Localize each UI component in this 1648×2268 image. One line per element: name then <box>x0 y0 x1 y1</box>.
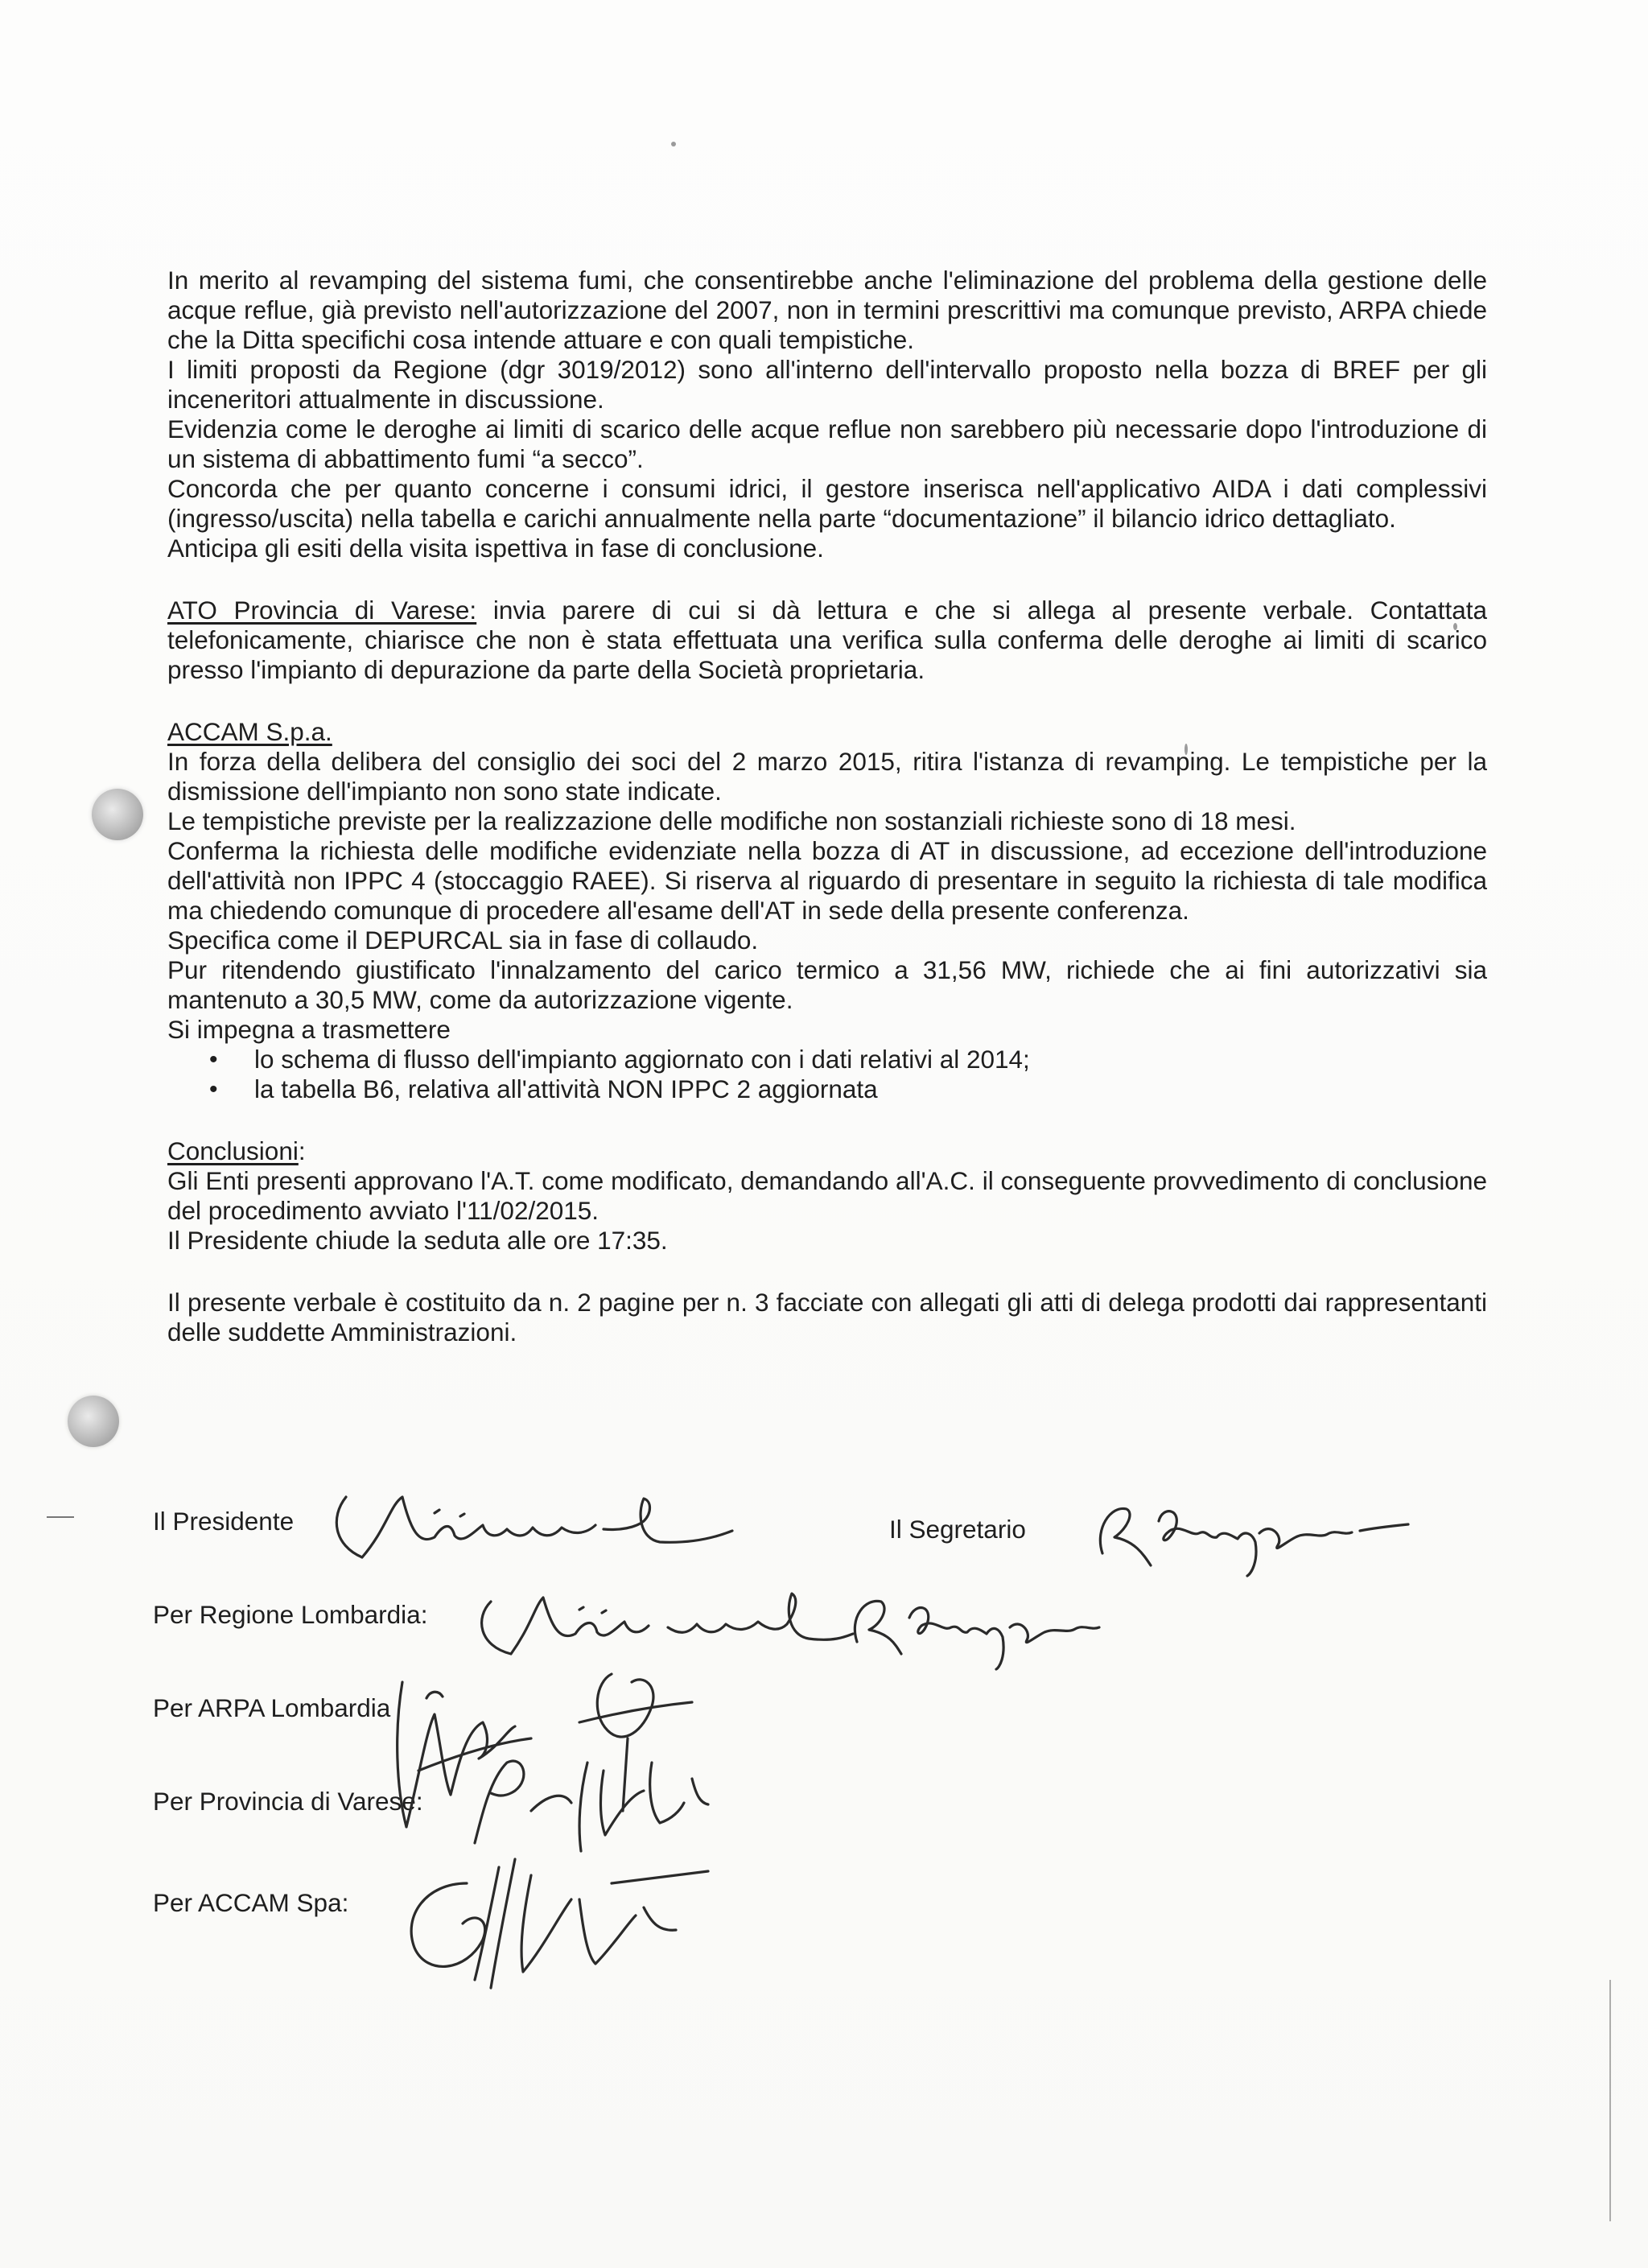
document-body <box>167 266 1487 1347</box>
signature-row-arpa <box>153 1693 390 1723</box>
ato-section <box>167 596 1487 685</box>
ato-heading: ATO Provincia di Varese: <box>167 596 477 625</box>
arpa-paragraph-3: Evidenzia come le deroghe ai limiti di scarico delle acque reflue non sarebbero più necessarie dopo l'introduzione di un sistema di abbattimento fumi “a secco”. <box>167 414 1487 473</box>
label-regione: Per Regione Lombardia: <box>153 1600 428 1629</box>
list-item: • lo schema di flusso dell'impianto aggiornato con i dati relativi al 2014; <box>209 1045 1487 1074</box>
scan-speck <box>671 142 676 146</box>
punch-hole-bottom <box>68 1396 119 1447</box>
accam-paragraph-4: Specifica come il DEPURCAL sia in fase di collaudo. <box>167 926 759 955</box>
accam-paragraph-5: Pur ritendendo giustificato l'innalzamento del carico termico a 31,56 MW, richiede che ai fini autorizzativi sia mantenuto a 30,5 MW, come da autorizzazione vigente. <box>167 955 1487 1014</box>
label-provincia: Per Provincia di Varese: <box>153 1787 423 1816</box>
signature-block <box>153 1497 1521 1980</box>
ato-text: invia parere di cui si dà lettura e che si allega al presente verbale. Contattata telefonicamente, chiarisce che non è stata effettuata una verifica sulla conferma delle deroghe ai limiti di scarico presso l'impianto di depurazione da parte della Società proprietaria. <box>167 596 1487 684</box>
accam-paragraph-2: Le tempistiche previste per la realizzazione delle modifiche non sostanziali richieste sono di 18 mesi. <box>167 806 1296 835</box>
label-segretario: Il Segretario <box>889 1515 1026 1544</box>
scan-edge-line <box>1609 1980 1611 2221</box>
punch-hole-top <box>92 789 143 840</box>
label-arpa: Per ARPA Lombardia <box>153 1693 391 1722</box>
signature-presidente <box>314 1481 813 1569</box>
signature-segretario <box>1086 1489 1505 1577</box>
conclusioni-paragraph-2: Il Presidente chiude la seduta alle ore 17:35. <box>167 1226 668 1255</box>
signature-row-presidente <box>153 1507 294 1536</box>
closing-paragraph: Il presente verbale è costituito da n. 2 pagine per n. 3 facciate con allegati gli atti di delega prodotti dai rappresentanti delle suddette Amministrazioni. <box>167 1288 1487 1346</box>
signature-regione-2 <box>845 1586 1199 1674</box>
accam-paragraph-3: Conferma la richiesta delle modifiche evidenziate nella bozza di AT in discussione, ad eccezione dell'introduzione dell'attività non IPPC 4 (stoccaggio RAEE). Si riserva al riguardo di presentare in seguito la richiesta di tale modifica ma chiedendo comunque di procedere all'esame dell'AT in sede della presente conferenza. <box>167 836 1487 925</box>
conclusioni-heading: Conclusioni: <box>167 1136 306 1165</box>
accam-bullet-list <box>167 1045 1487 1104</box>
margin-mark <box>47 1516 74 1518</box>
signature-row-segretario <box>889 1515 1026 1544</box>
accam-heading: ACCAM S.p.a. <box>167 717 332 746</box>
signature-accam <box>370 1835 853 1996</box>
list-item: • la tabella B6, relativa all'attività NON IPPC 2 aggiornata <box>209 1074 1487 1104</box>
signature-row-regione <box>153 1600 427 1630</box>
arpa-paragraph-1: In merito al revamping del sistema fumi, che consentirebbe anche l'eliminazione del problema della gestione delle acque reflue, già previsto nell'autorizzazione del 2007, non in termini prescrittivi ma comunque previsto, ARPA chiede che la Ditta specifichi cosa intende attuare e con quali tempistiche. <box>167 266 1487 354</box>
conclusioni-paragraph-1: Gli Enti presenti approvano l'A.T. come modificato, demandando all'A.C. il conseguente provvedimento di conclusione del procedimento avviato l'11/02/2015. <box>167 1166 1487 1225</box>
arpa-paragraph-5: Anticipa gli esiti della visita ispettiva in fase di conclusione. <box>167 534 824 563</box>
accam-paragraph-1: In forza della delibera del consiglio dei soci del 2 marzo 2015, ritira l'istanza di revamping. Le tempistiche per la dismissione dell'impianto non sono state indicate. <box>167 747 1487 806</box>
arpa-paragraph-4: Concorda che per quanto concerne i consumi idrici, il gestore inserisca nell'applicativo AIDA i dati complessivi (ingresso/uscita) nella tabella e carichi annualmente nella parte “documentazione” il bilancio idrico dettagliato. <box>167 474 1487 533</box>
accam-paragraph-6: Si impegna a trasmettere <box>167 1015 451 1044</box>
signature-row-accam <box>153 1888 348 1918</box>
label-presidente: Il Presidente <box>153 1507 295 1536</box>
label-accam: Per ACCAM Spa: <box>153 1888 349 1917</box>
arpa-paragraph-2: I limiti proposti da Regione (dgr 3019/2012) sono all'interno dell'intervallo proposto nella bozza di BREF per gli inceneritori attualmente in discussione. <box>167 355 1487 414</box>
